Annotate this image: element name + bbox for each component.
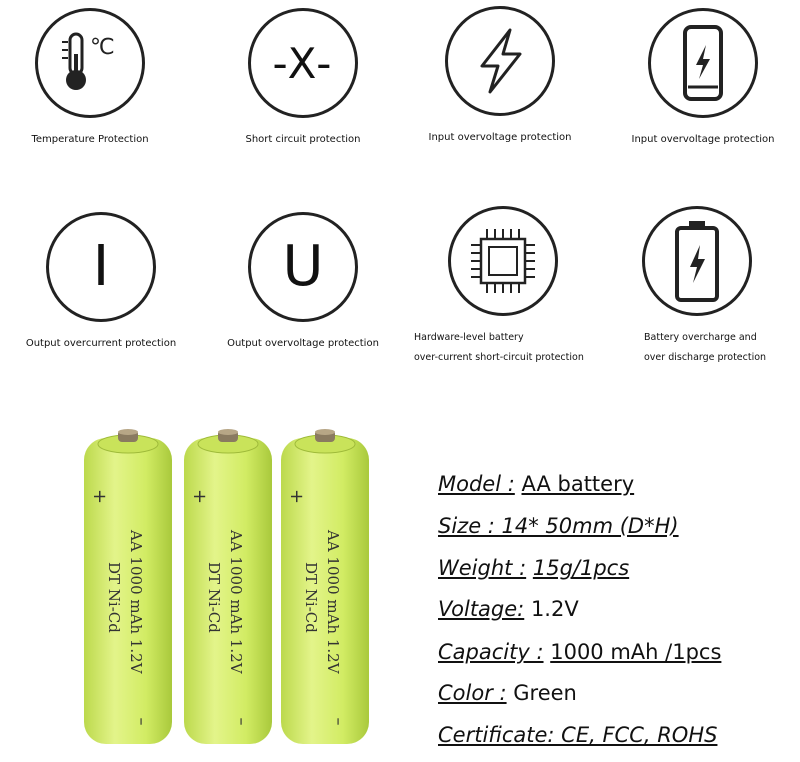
- battery-plus-sign: +: [189, 488, 211, 505]
- battery-spec-line: AA 1000 mAh 1.2V: [127, 530, 145, 674]
- aa-battery: [180, 428, 276, 754]
- feature-label-line2: over-current short-circuit protection: [414, 352, 584, 363]
- feature-label: Temperature Protection: [31, 134, 149, 145]
- spec-value: AA battery: [521, 472, 635, 496]
- battery-brand: DT Ni-Cd: [205, 562, 223, 633]
- feature-label-line1: Battery overcharge and: [644, 332, 757, 343]
- spec-color: [438, 681, 577, 705]
- feature-label-line1: Hardware-level battery: [414, 332, 524, 343]
- feature-battery-overcharge: [602, 206, 792, 368]
- feature-input-overvoltage: [405, 6, 595, 148]
- battery-plus-sign: +: [286, 488, 308, 505]
- battery-minus-sign: –: [132, 717, 152, 726]
- feature-hardware-protection: [408, 206, 598, 368]
- feature-label: Output overvoltage protection: [227, 338, 379, 349]
- battery-brand: DT Ni-Cd: [302, 562, 320, 633]
- feature-label: Short circuit protection: [245, 134, 361, 145]
- spec-key: Weight :: [438, 556, 527, 580]
- spec-key: Model :: [438, 472, 515, 496]
- spec-key: Capacity :: [438, 640, 544, 664]
- feature-label-line2: over discharge protection: [644, 352, 767, 363]
- spec-key: Certificate: CE, FCC, ROHS: [438, 723, 718, 747]
- current-i-icon: [46, 212, 156, 322]
- feature-input-overvoltage-phone: [608, 8, 798, 150]
- battery-charging-icon: [642, 206, 752, 316]
- feature-label: Input overvoltage protection: [428, 132, 572, 143]
- feature-label: Output overcurrent protection: [25, 338, 177, 349]
- short-circuit-symbol: -X-: [272, 38, 334, 88]
- battery-spec-line: AA 1000 mAh 1.2V: [227, 530, 245, 674]
- aa-battery: [80, 428, 176, 754]
- spec-value: 15g/1pcs: [532, 556, 630, 580]
- spec-capacity: [438, 640, 721, 664]
- spec-value: 1.2V: [530, 597, 579, 621]
- thermometer-icon: [35, 8, 145, 118]
- feature-short-circuit: [208, 8, 398, 150]
- feature-output-overcurrent: [6, 212, 196, 354]
- feature-temperature-protection: [0, 8, 185, 150]
- spec-value: Green: [513, 681, 577, 705]
- spec-key: Size : 14* 50mm (D*H): [438, 514, 679, 538]
- battery-minus-sign: –: [232, 717, 252, 726]
- current-symbol: I: [92, 234, 110, 299]
- spec-size: [438, 514, 679, 538]
- aa-battery: [277, 428, 373, 754]
- phone-charging-icon: [648, 8, 758, 118]
- lightning-icon: [445, 6, 555, 116]
- battery-spec-line: AA 1000 mAh 1.2V: [324, 530, 342, 674]
- spec-voltage: [438, 597, 579, 621]
- feature-output-overvoltage: [208, 212, 398, 354]
- spec-certificate: [438, 723, 717, 747]
- spec-weight: [438, 556, 629, 580]
- battery-plus-sign: +: [89, 488, 111, 505]
- spec-value: 1000 mAh /1pcs: [550, 640, 722, 664]
- short-circuit-icon: [248, 8, 358, 118]
- spec-key: Color :: [438, 681, 507, 705]
- battery-brand: DT Ni-Cd: [105, 562, 123, 633]
- battery-minus-sign: –: [329, 717, 349, 726]
- feature-label: [408, 328, 598, 368]
- voltage-u-icon: [248, 212, 358, 322]
- celsius-unit: ℃: [90, 35, 115, 60]
- voltage-symbol: U: [282, 234, 324, 299]
- spec-model: [438, 472, 634, 496]
- spec-key: Voltage:: [438, 597, 525, 621]
- feature-label: [602, 328, 792, 368]
- chip-icon: [448, 206, 558, 316]
- feature-label: Input overvoltage protection: [631, 134, 775, 145]
